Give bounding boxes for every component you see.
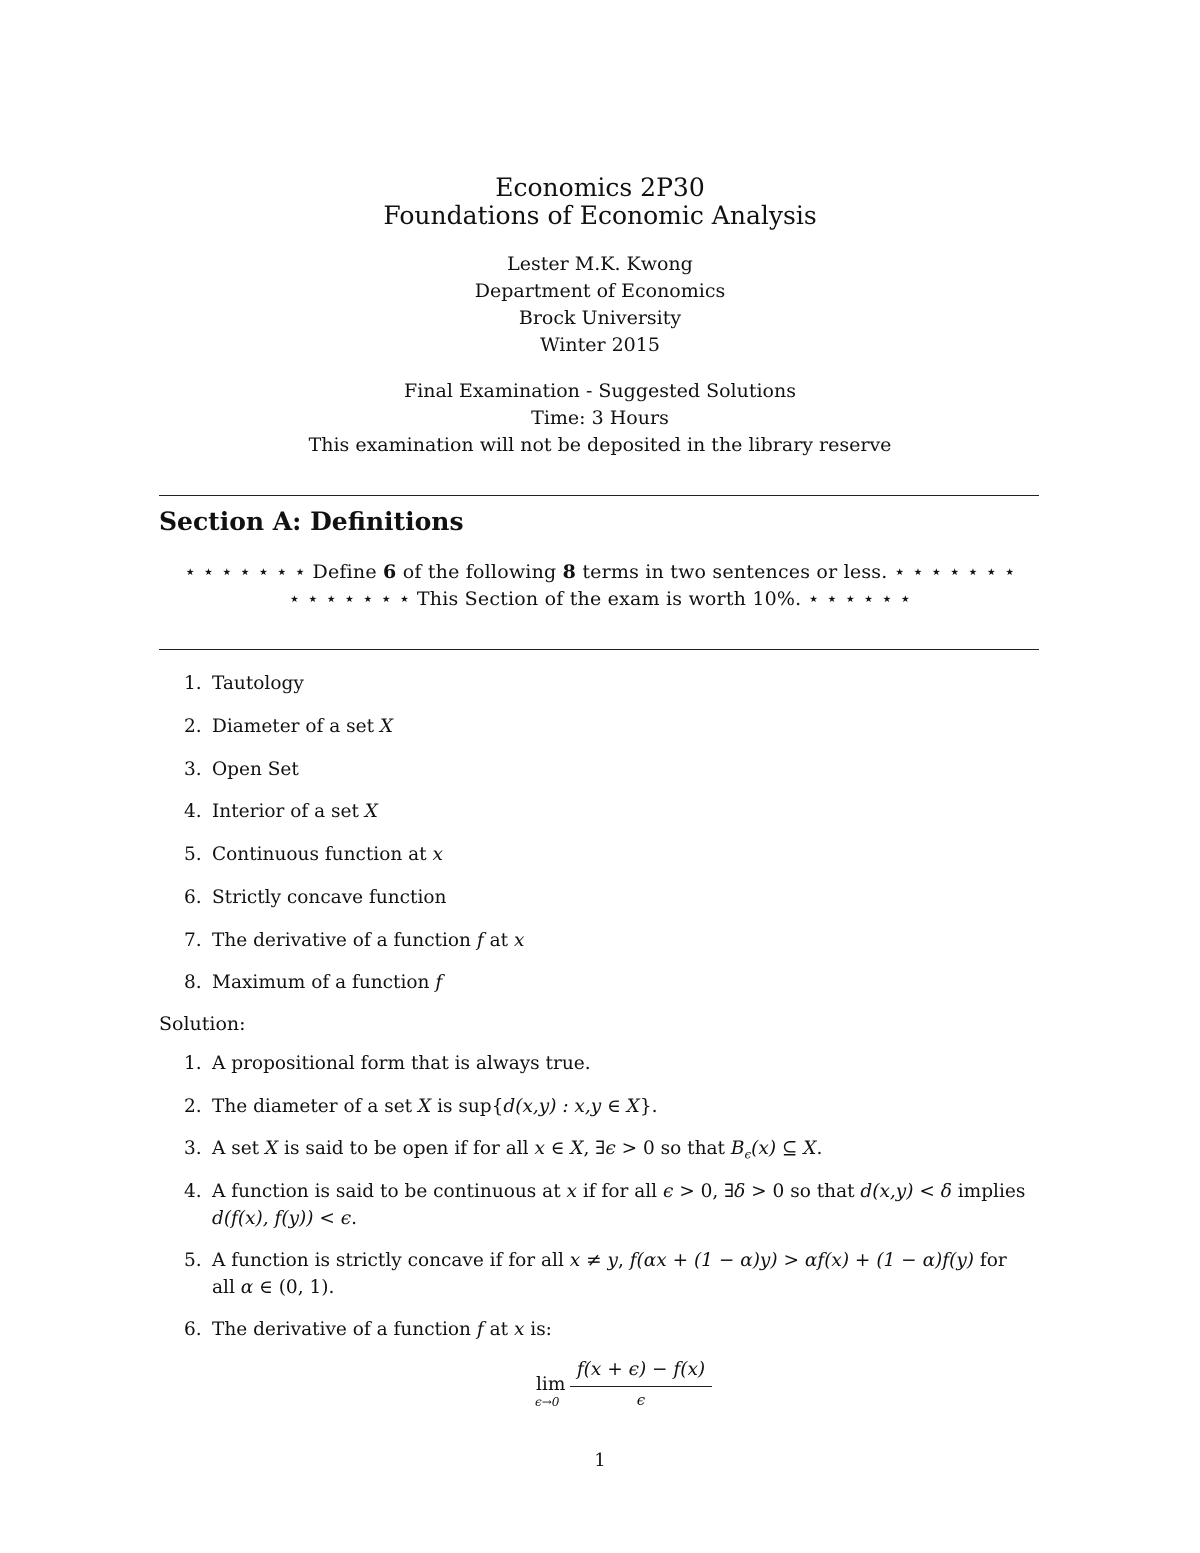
fraction-denominator: ϵ bbox=[636, 1391, 646, 1409]
item-variable: X bbox=[379, 716, 394, 737]
question-item bbox=[184, 759, 299, 780]
item-number: 8. bbox=[184, 972, 202, 993]
solution-item bbox=[184, 1319, 552, 1340]
solution-item bbox=[184, 1181, 1025, 1202]
solution-text: A set bbox=[212, 1138, 265, 1159]
solution-text: ∈ (0, 1). bbox=[253, 1277, 335, 1298]
item-number: 2. bbox=[184, 716, 202, 737]
solution-item-continuation bbox=[212, 1277, 334, 1298]
exam-note: This examination will not be deposited in the library reserve bbox=[308, 434, 892, 456]
math-expression: d(x,y) < δ bbox=[860, 1181, 952, 1202]
solution-text: , bbox=[617, 1250, 630, 1271]
solution-text: is said to be open if for all bbox=[278, 1138, 535, 1159]
solution-text: The derivative of a function bbox=[212, 1319, 477, 1340]
math-expression: f(αx + (1 − α)y) > αf(x) + (1 − α)f(y) bbox=[629, 1250, 975, 1271]
item-text: Open Set bbox=[212, 759, 299, 780]
solution-text: at bbox=[483, 1319, 514, 1340]
solution-item bbox=[184, 1138, 822, 1162]
solution-heading: Solution: bbox=[159, 1013, 246, 1035]
limit-subscript: ϵ→0 bbox=[535, 1395, 560, 1409]
math-variable: x bbox=[513, 1319, 525, 1340]
question-item bbox=[184, 887, 446, 908]
section-instruction-2: ⋆ ⋆ ⋆ ⋆ ⋆ ⋆ ⋆ This Section of the exam is worth 10%. ⋆ ⋆ ⋆ ⋆ ⋆ ⋆ bbox=[288, 588, 912, 610]
item-number: 6. bbox=[184, 887, 202, 908]
fraction-numerator: f(x + ϵ) − f(x) bbox=[576, 1359, 706, 1380]
solution-text: if for all bbox=[576, 1181, 663, 1202]
solution-text: implies bbox=[951, 1181, 1026, 1202]
item-number: 7. bbox=[184, 930, 202, 951]
math-variable: X bbox=[265, 1138, 279, 1159]
item-variable: f bbox=[476, 930, 484, 951]
item-number: 1. bbox=[184, 673, 202, 694]
exam-time: Time: 3 Hours bbox=[531, 407, 669, 429]
term: Winter 2015 bbox=[540, 334, 660, 356]
solution-text: > 0 so that bbox=[745, 1181, 861, 1202]
math-variable: x bbox=[566, 1181, 577, 1202]
solution-text: for bbox=[974, 1250, 1007, 1271]
item-text: at bbox=[483, 930, 514, 951]
math-variable: α bbox=[240, 1277, 254, 1298]
math-variable: ϵ bbox=[662, 1181, 674, 1202]
course-title: Foundations of Economic Analysis bbox=[383, 201, 817, 230]
question-item bbox=[184, 972, 442, 993]
page-number: 1 bbox=[594, 1450, 606, 1471]
solution-item bbox=[184, 1096, 657, 1117]
math-variable: δ bbox=[734, 1181, 746, 1202]
item-number: 2. bbox=[184, 1096, 202, 1117]
solution-item bbox=[184, 1250, 1007, 1271]
item-number: 1. bbox=[184, 1053, 202, 1074]
solution-text: A function is strictly concave if for all bbox=[212, 1250, 570, 1271]
math-variable: X bbox=[418, 1096, 432, 1117]
question-item bbox=[184, 801, 378, 822]
item-number: 6. bbox=[184, 1319, 202, 1340]
math-expression: x ≠ y bbox=[569, 1250, 618, 1271]
item-number: 5. bbox=[184, 844, 202, 865]
item-number: 4. bbox=[184, 801, 202, 822]
solution-text: A function is said to be continuous at bbox=[212, 1181, 567, 1202]
instruction-text: terms in two sentences or less. ⋆ ⋆ ⋆ ⋆ ⋆ ⋆ ⋆ bbox=[582, 561, 1016, 583]
solution-text: }. bbox=[639, 1096, 658, 1117]
question-item bbox=[184, 716, 393, 737]
fraction-bar bbox=[570, 1386, 712, 1387]
item-text: Strictly concave function bbox=[212, 887, 447, 908]
solution-text: is sup{ bbox=[431, 1096, 504, 1117]
solution-item bbox=[184, 1053, 591, 1074]
item-text: Diameter of a set bbox=[212, 716, 380, 737]
math-expression: x ∈ X bbox=[534, 1138, 584, 1159]
math-expression: d(x,y) : x,y ∈ X bbox=[503, 1096, 640, 1117]
author: Lester M.K. Kwong bbox=[507, 253, 693, 275]
question-item bbox=[184, 844, 443, 865]
item-number: 3. bbox=[184, 759, 202, 780]
item-text: Maximum of a function bbox=[212, 972, 436, 993]
question-item bbox=[184, 673, 304, 694]
solution-text: . bbox=[816, 1138, 823, 1159]
item-variable: f bbox=[435, 972, 443, 993]
item-variable: x bbox=[432, 844, 443, 865]
solution-text: The diameter of a set bbox=[212, 1096, 419, 1117]
university: Brock University bbox=[518, 307, 682, 329]
course-code: Economics 2P30 bbox=[495, 173, 705, 202]
item-variable: X bbox=[364, 801, 378, 822]
solution-text: , ∃ bbox=[583, 1138, 606, 1159]
instruction-text: of the following bbox=[402, 561, 557, 583]
item-number: 5. bbox=[184, 1250, 202, 1271]
math-variable: B bbox=[730, 1138, 745, 1159]
item-text: Continuous function at bbox=[212, 844, 433, 865]
math-variable: ϵ bbox=[605, 1138, 616, 1159]
solution-text: > 0 so that bbox=[615, 1138, 731, 1159]
question-item bbox=[184, 930, 524, 951]
item-text: The derivative of a function bbox=[212, 930, 477, 951]
math-subscript: ϵ bbox=[744, 1147, 752, 1162]
math-variable: f bbox=[476, 1319, 484, 1340]
item-number: 3. bbox=[184, 1138, 202, 1159]
item-number: 4. bbox=[184, 1181, 202, 1202]
section-bottom-rule bbox=[159, 649, 1039, 650]
solution-item-continuation bbox=[212, 1208, 357, 1229]
math-expression: (x) ⊆ X bbox=[751, 1138, 817, 1159]
item-variable: x bbox=[513, 930, 525, 951]
section-instruction-1 bbox=[0, 561, 1200, 583]
solution-text: > 0, ∃ bbox=[673, 1181, 735, 1202]
solution-text: all bbox=[212, 1277, 241, 1298]
math-expression: d(f(x), f(y)) < ϵ bbox=[212, 1208, 352, 1229]
section-a-heading: Section A: Definitions bbox=[159, 507, 464, 536]
solution-text: . bbox=[351, 1208, 358, 1229]
solution-text: A propositional form that is always true. bbox=[212, 1053, 591, 1074]
instruction-text: ⋆ ⋆ ⋆ ⋆ ⋆ ⋆ ⋆ Define bbox=[184, 561, 377, 583]
instruction-count-define: 6 bbox=[383, 561, 397, 583]
solution-text: is: bbox=[524, 1319, 552, 1340]
department: Department of Economics bbox=[474, 280, 726, 302]
item-text: Interior of a set bbox=[212, 801, 365, 822]
limit-operator: lim bbox=[536, 1374, 566, 1395]
item-text: Tautology bbox=[212, 673, 304, 694]
section-top-rule bbox=[159, 495, 1039, 496]
exam-title: Final Examination - Suggested Solutions bbox=[404, 380, 796, 402]
instruction-count-total: 8 bbox=[562, 561, 577, 583]
